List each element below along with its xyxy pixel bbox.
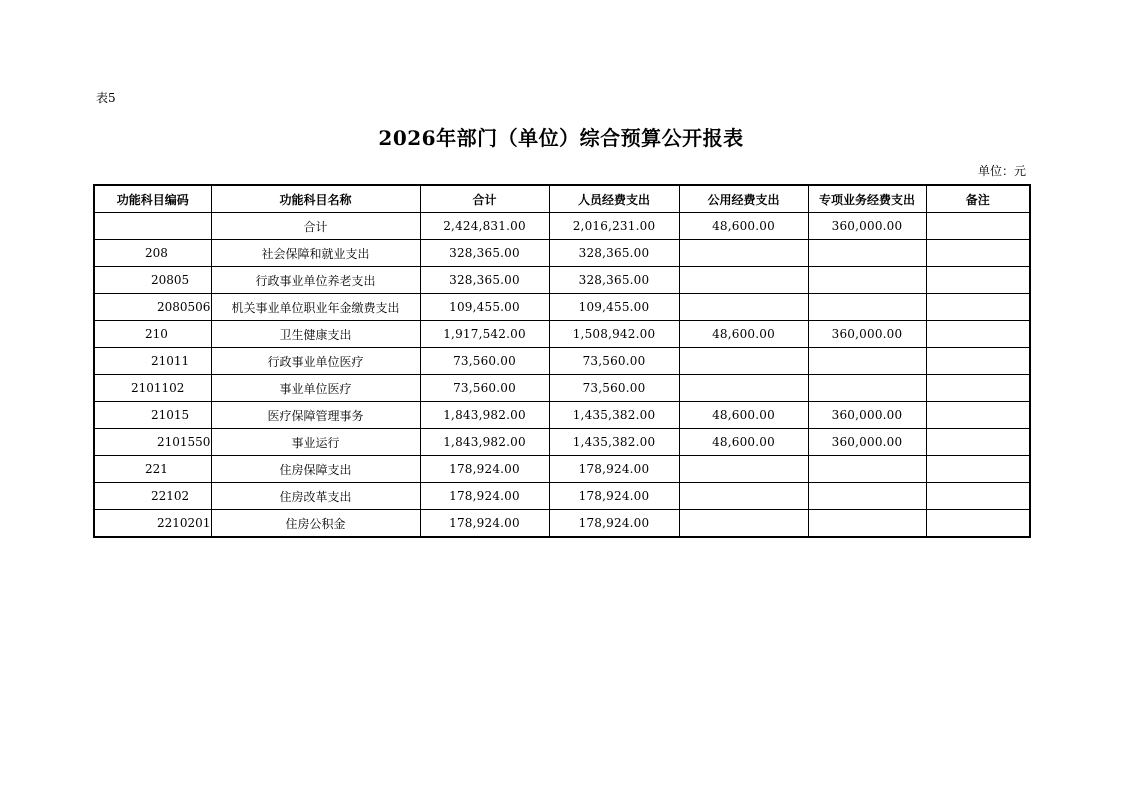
cell-public — [679, 456, 808, 483]
cell-code: 2101102 — [94, 375, 211, 402]
cell-personnel: 328,365.00 — [549, 240, 679, 267]
cell-total: 73,560.00 — [420, 348, 549, 375]
cell-public: 48,600.00 — [679, 429, 808, 456]
cell-personnel: 178,924.00 — [549, 456, 679, 483]
cell-special — [808, 294, 926, 321]
cell-name: 机关事业单位职业年金缴费支出 — [211, 294, 420, 321]
cell-special: 360,000.00 — [808, 402, 926, 429]
table-row — [94, 375, 1030, 402]
cell-code: 2080506 — [94, 294, 211, 321]
table-row — [94, 213, 1030, 240]
cell-special — [808, 456, 926, 483]
table-header-row — [94, 185, 1030, 213]
cell-name: 事业单位医疗 — [211, 375, 420, 402]
cell-public — [679, 348, 808, 375]
page-title: 2026年部门（单位）综合预算公开报表 — [378, 126, 744, 150]
cell-note — [926, 483, 1030, 510]
cell-public — [679, 510, 808, 538]
cell-note — [926, 375, 1030, 402]
cell-total: 2,424,831.00 — [420, 213, 549, 240]
cell-code: 210 — [94, 321, 211, 348]
cell-code: 2210201 — [94, 510, 211, 538]
cell-total: 1,843,982.00 — [420, 402, 549, 429]
cell-note — [926, 429, 1030, 456]
cell-public: 48,600.00 — [679, 402, 808, 429]
cell-personnel: 1,435,382.00 — [549, 402, 679, 429]
cell-name: 合计 — [211, 213, 420, 240]
cell-public — [679, 375, 808, 402]
cell-name: 行政事业单位医疗 — [211, 348, 420, 375]
cell-name: 社会保障和就业支出 — [211, 240, 420, 267]
budget-table — [93, 184, 1031, 538]
table-row — [94, 456, 1030, 483]
cell-public — [679, 294, 808, 321]
cell-special — [808, 483, 926, 510]
cell-total: 328,365.00 — [420, 240, 549, 267]
cell-total: 1,917,542.00 — [420, 321, 549, 348]
table-row — [94, 402, 1030, 429]
table-row — [94, 321, 1030, 348]
cell-note — [926, 267, 1030, 294]
cell-name: 住房公积金 — [211, 510, 420, 538]
table-row — [94, 510, 1030, 538]
column-header-public: 公用经费支出 — [679, 185, 808, 213]
unit-label: 单位：元 — [977, 164, 1026, 178]
cell-name: 行政事业单位养老支出 — [211, 267, 420, 294]
cell-name: 医疗保障管理事务 — [211, 402, 420, 429]
cell-special — [808, 510, 926, 538]
table-row — [94, 429, 1030, 456]
cell-code: 22102 — [94, 483, 211, 510]
cell-name: 住房保障支出 — [211, 456, 420, 483]
cell-total: 328,365.00 — [420, 267, 549, 294]
cell-total: 178,924.00 — [420, 456, 549, 483]
cell-total: 73,560.00 — [420, 375, 549, 402]
table-row — [94, 483, 1030, 510]
cell-public: 48,600.00 — [679, 321, 808, 348]
cell-special: 360,000.00 — [808, 321, 926, 348]
cell-note — [926, 294, 1030, 321]
cell-public: 48,600.00 — [679, 213, 808, 240]
cell-name: 卫生健康支出 — [211, 321, 420, 348]
cell-personnel: 73,560.00 — [549, 348, 679, 375]
cell-total: 1,843,982.00 — [420, 429, 549, 456]
cell-personnel: 328,365.00 — [549, 267, 679, 294]
cell-total: 109,455.00 — [420, 294, 549, 321]
cell-personnel: 178,924.00 — [549, 483, 679, 510]
cell-personnel: 1,508,942.00 — [549, 321, 679, 348]
column-header-personnel: 人员经费支出 — [549, 185, 679, 213]
cell-special: 360,000.00 — [808, 213, 926, 240]
cell-code: 21011 — [94, 348, 211, 375]
table-row — [94, 267, 1030, 294]
cell-special — [808, 267, 926, 294]
cell-name: 住房改革支出 — [211, 483, 420, 510]
cell-code — [94, 213, 211, 240]
cell-personnel: 2,016,231.00 — [549, 213, 679, 240]
cell-note — [926, 456, 1030, 483]
cell-note — [926, 402, 1030, 429]
cell-personnel: 73,560.00 — [549, 375, 679, 402]
cell-note — [926, 321, 1030, 348]
table-row — [94, 348, 1030, 375]
cell-special — [808, 375, 926, 402]
cell-special: 360,000.00 — [808, 429, 926, 456]
cell-special — [808, 348, 926, 375]
cell-personnel: 109,455.00 — [549, 294, 679, 321]
cell-total: 178,924.00 — [420, 510, 549, 538]
cell-public — [679, 240, 808, 267]
cell-name: 事业运行 — [211, 429, 420, 456]
cell-code: 221 — [94, 456, 211, 483]
cell-personnel: 178,924.00 — [549, 510, 679, 538]
cell-special — [808, 240, 926, 267]
cell-total: 178,924.00 — [420, 483, 549, 510]
table-row — [94, 294, 1030, 321]
cell-note — [926, 510, 1030, 538]
cell-note — [926, 240, 1030, 267]
column-header-code: 功能科目编码 — [94, 185, 211, 213]
column-header-total: 合计 — [420, 185, 549, 213]
column-header-special: 专项业务经费支出 — [808, 185, 926, 213]
cell-note — [926, 348, 1030, 375]
cell-public — [679, 483, 808, 510]
cell-code: 2101550 — [94, 429, 211, 456]
column-header-name: 功能科目名称 — [211, 185, 420, 213]
column-header-note: 备注 — [926, 185, 1030, 213]
cell-personnel: 1,435,382.00 — [549, 429, 679, 456]
cell-code: 208 — [94, 240, 211, 267]
table-row — [94, 240, 1030, 267]
cell-public — [679, 267, 808, 294]
cell-code: 20805 — [94, 267, 211, 294]
cell-note — [926, 213, 1030, 240]
table-number-label: 表5 — [96, 91, 116, 105]
cell-code: 21015 — [94, 402, 211, 429]
